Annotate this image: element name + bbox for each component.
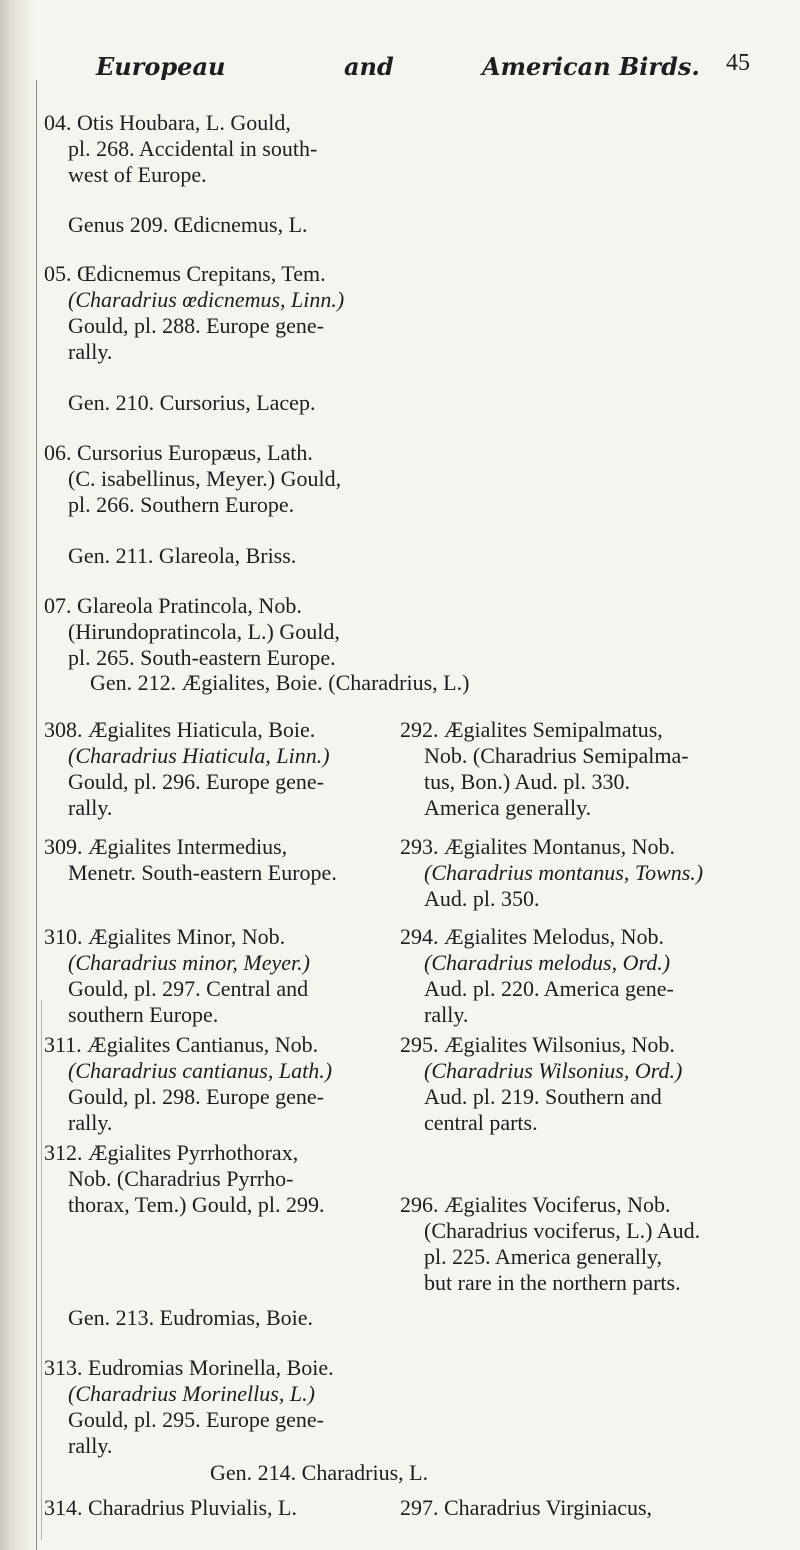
entry-307 [44,593,364,671]
entry-line: west of Europe. [68,162,207,187]
entry-line: (Charadrius minor, Meyer.) [68,950,310,975]
entry-line: 311. Ægialites Cantianus, Nob. [44,1032,319,1057]
entry-line: thorax, Tem.) Gould, pl. 299. [68,1192,325,1217]
entry-line: pl. 266. Southern Europe. [68,492,295,517]
entry-line: rally. [68,795,113,820]
entry-line: 294. Ægialites Melodus, Nob. [400,924,664,949]
entry-line: pl. 268. Accidental in south- [68,136,318,161]
genus-209-heading: Genus 209. Œdicnemus, L. [68,212,308,237]
entry-308 [44,717,364,821]
entry-304 [44,110,364,188]
entry-line: Gould, pl. 296. Europe gene- [68,769,324,794]
entry-line: central parts. [424,1110,538,1135]
entry-line: 07. Glareola Pratincola, Nob. [44,593,302,618]
entry-line: Gould, pl. 297. Central and [68,976,309,1001]
entry-line: pl. 265. South-eastern Europe. [68,645,336,670]
entry-line: (Hirundopratincola, L.) Gould, [68,619,340,644]
entry-line: 05. Œdicnemus Crepitans, Tem. [44,261,326,286]
running-head-mid: and [344,52,394,81]
entry-line: rally. [68,339,113,364]
genus-213-heading: Gen. 213. Eudromias, Boie. [68,1305,314,1330]
entry-line: 313. Eudromias Morinella, Boie. [44,1355,334,1380]
genus-214-heading: Gen. 214. Charadrius, L. [210,1460,429,1485]
entry-309 [44,834,364,886]
binding-rule [36,80,37,1550]
entry-line: (Charadrius Hiaticula, Linn.) [68,743,330,768]
entry-line: Nob. (Charadrius Pyrrho- [68,1166,294,1191]
entry-line: 293. Ægialites Montanus, Nob. [400,834,675,859]
entry-line: Aud. pl. 219. Southern and [424,1084,662,1109]
genus-212-heading: Gen. 212. Ægialites, Boie. (Charadrius, L.) [90,670,470,695]
running-head-left: Europeau [96,52,226,81]
entry-292 [400,717,770,821]
entry-line: Gould, pl. 295. Europe gene- [68,1407,324,1432]
entry-line: 292. Ægialites Semipalmatus, [400,717,663,742]
entry-line: but rare in the northern parts. [424,1270,681,1295]
entry-297 [400,1495,770,1521]
page-number: 45 [726,50,750,76]
genus-210-heading: Gen. 210. Cursorius, Lacep. [68,390,316,415]
entry-line: (Charadrius Morinellus, L.) [68,1381,315,1406]
entry-line: (Charadrius Wilsonius, Ord.) [424,1058,683,1083]
running-head-right: American Birds. [482,52,700,81]
entry-312 [44,1140,364,1218]
entry-line: rally. [68,1433,113,1458]
entry-296 [400,1192,770,1296]
entry-line: 06. Cursorius Europæus, Lath. [44,440,313,465]
entry-line: 04. Otis Houbara, L. Gould, [44,110,291,135]
page-gutter-shadow [0,0,36,1550]
entry-line: 314. Charadrius Pluvialis, L. [44,1495,297,1520]
entry-line: southern Europe. [68,1002,219,1027]
entry-311 [44,1032,364,1136]
entry-line: Gould, pl. 298. Europe gene- [68,1084,324,1109]
entry-295 [400,1032,770,1136]
entry-306 [44,440,364,518]
entry-line: 309. Ægialites Intermedius, [44,834,288,859]
entry-line: 297. Charadrius Virginiacus, [400,1495,653,1520]
entry-line: (Charadrius melodus, Ord.) [424,950,671,975]
entry-313 [44,1355,364,1459]
entry-line: (Charadrius œdicnemus, Linn.) [68,287,345,312]
entry-line: rally. [424,1002,469,1027]
entry-310 [44,924,364,1028]
binding-rule-secondary [41,1000,42,1540]
genus-211-heading: Gen. 211. Glareola, Briss. [68,543,297,568]
entry-line: Aud. pl. 350. [424,886,540,911]
entry-line: Aud. pl. 220. America gene- [424,976,674,1001]
entry-line: America generally. [424,795,592,820]
entry-293 [400,834,770,912]
entry-line: (Charadrius vociferus, L.) Aud. [424,1218,701,1243]
entry-line: 296. Ægialites Vociferus, Nob. [400,1192,671,1217]
entry-line: (Charadrius montanus, Towns.) [424,860,704,885]
entry-line: tus, Bon.) Aud. pl. 330. [424,769,630,794]
entry-line: 295. Ægialites Wilsonius, Nob. [400,1032,675,1057]
entry-line: Gould, pl. 288. Europe gene- [68,313,324,338]
entry-line: (Charadrius cantianus, Lath.) [68,1058,333,1083]
entry-305 [44,261,364,365]
entry-line: (C. isabellinus, Meyer.) Gould, [68,466,342,491]
entry-line: pl. 225. America generally, [424,1244,663,1269]
entry-line: Nob. (Charadrius Semipalma- [424,743,689,768]
entry-line: 312. Ægialites Pyrrhothorax, [44,1140,299,1165]
entry-line: Menetr. South-eastern Europe. [68,860,337,885]
entry-line: rally. [68,1110,113,1135]
entry-line: 308. Ægialites Hiaticula, Boie. [44,717,316,742]
entry-294 [400,924,770,1028]
entry-314 [44,1495,364,1521]
entry-line: 310. Ægialites Minor, Nob. [44,924,286,949]
